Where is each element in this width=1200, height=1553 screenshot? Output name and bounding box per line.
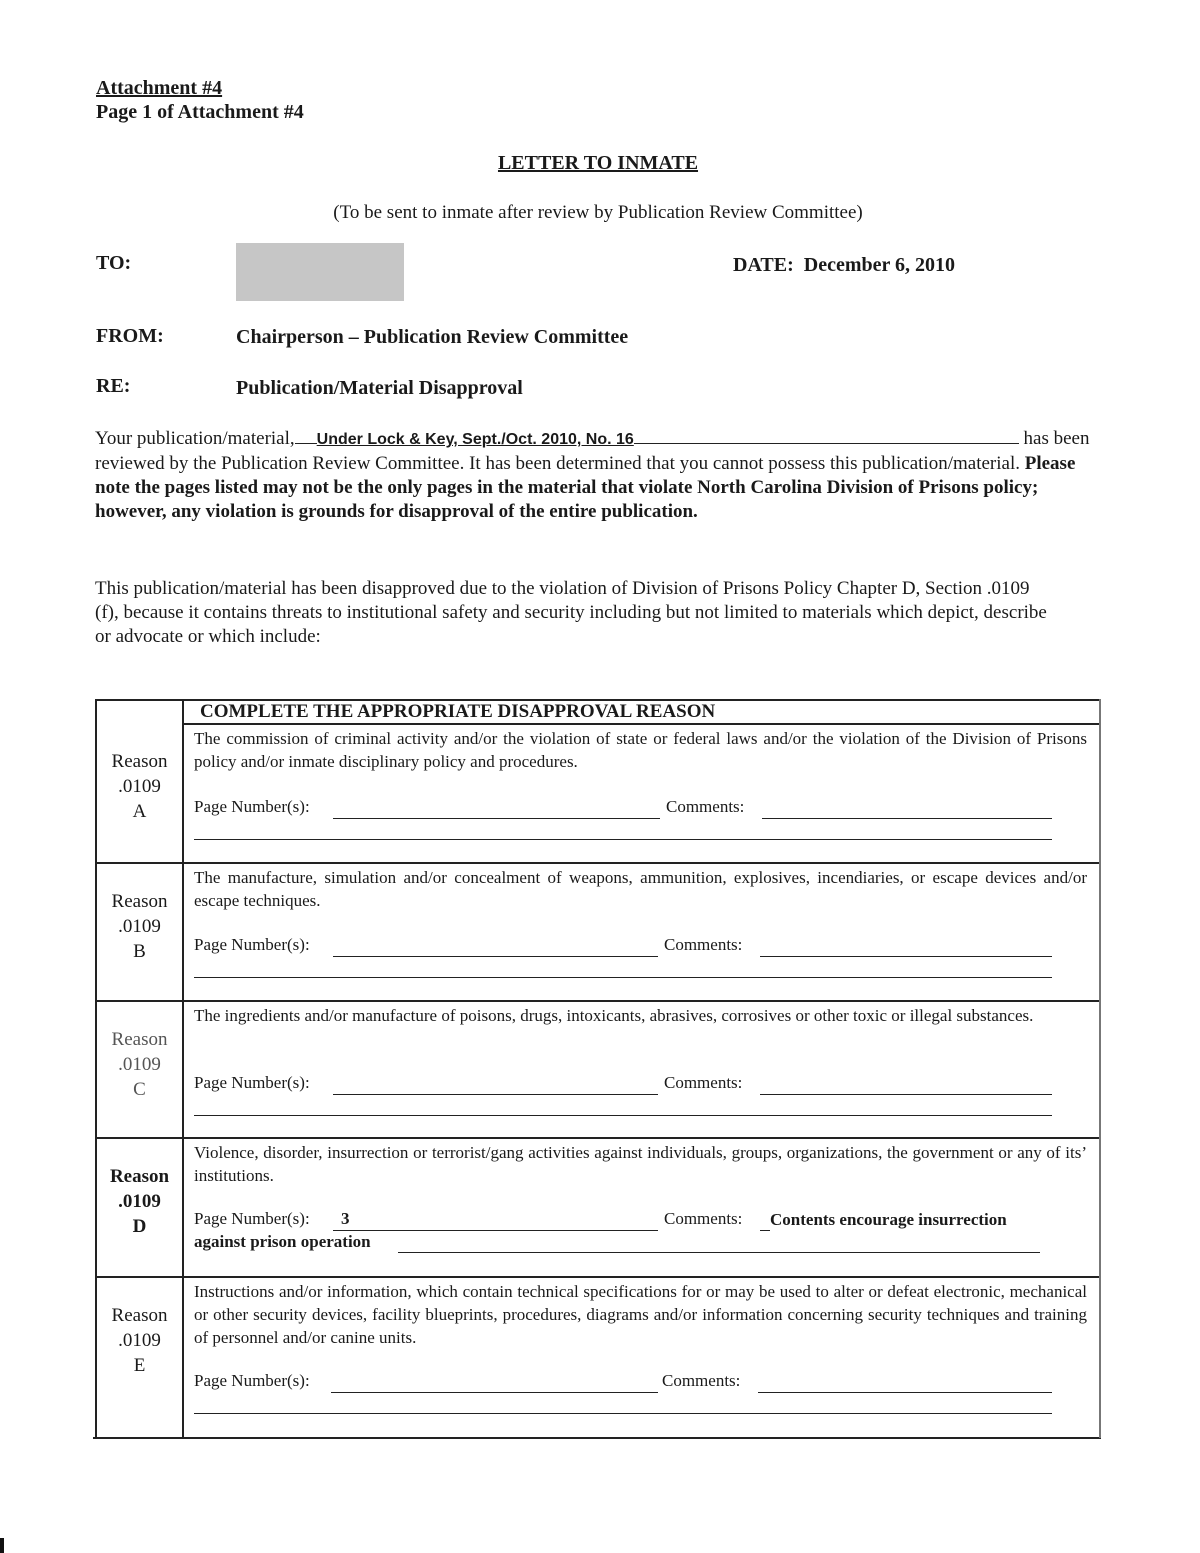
reason-a-page-label: Page Number(s): (194, 797, 310, 816)
reason-word: Reason (111, 1305, 168, 1326)
from-value: Chairperson – Publication Review Committee (236, 326, 629, 348)
attachment-label: Attachment #4 (96, 77, 223, 99)
reason-b-text: The manufacture, simulation and/or concealment of weapons, ammunition, explosives, incendiaries, or escape devices and/or escape techniques. (194, 868, 1087, 910)
table-header: COMPLETE THE APPROPRIATE DISAPPROVAL REASON (200, 701, 716, 722)
publication-policy-note: Please note the pages listed may not be the only pages in the material that violate North Carolina Division of Prisons policy; however, any violation is grounds for disapproval of the entire publication. (95, 453, 1076, 522)
reason-b-page-input[interactable] (333, 956, 658, 957)
date-line (733, 254, 955, 277)
reason-c-page-label: Page Number(s): (194, 1073, 310, 1092)
reason-word: Reason (109, 1166, 170, 1187)
reason-b-comments-input[interactable] (760, 956, 1052, 957)
reason-c-comments-label: Comments: (664, 1073, 743, 1092)
reason-d-page-label: Page Number(s): (194, 1209, 310, 1228)
reason-b-comments-label: Comments: (664, 935, 743, 954)
paragraph-violation: This publication/material has been disapproved due to the violation of Division of Prisons Policy Chapter D, Section .0109 (f), because it contains threats to institutional safety and security including but not limited to materials which depict, describe or advocate or which include: (95, 578, 1047, 647)
reason-d-text: Violence, disorder, insurrection or terrorist/gang activities against individuals, groups, organizations, the government or any of its’ institutions. (194, 1143, 1087, 1185)
letter-title: LETTER TO INMATE (497, 152, 699, 174)
reason-a-text: The commission of criminal activity and/or the violation of state or federal laws and/or the violation of the Division of Prisons policy and/or inmate disciplinary policy and procedures. (194, 729, 1087, 771)
reason-e-text: Instructions and/or information, which contain technical specifications for or may be used to alter or defeat electronic, mechanical or other security devices, facility blueprints, procedures, diagrams and/or information concerning security techniques and training of personnel and/or canine units. (194, 1282, 1087, 1347)
re-label: RE: (96, 375, 131, 397)
paragraph-publication (95, 427, 1095, 524)
reason-letter: C (133, 1079, 146, 1100)
reason-d-label (96, 1164, 183, 1239)
reason-letter: B (133, 941, 146, 962)
reason-e-label (96, 1303, 183, 1378)
reason-e-page-label: Page Number(s): (194, 1371, 310, 1390)
reason-a-page-input[interactable] (333, 818, 660, 819)
redacted-recipient (236, 243, 404, 301)
reason-word: Reason (111, 1029, 168, 1050)
reason-c-comments-input[interactable] (760, 1094, 1052, 1095)
reason-d-page-input[interactable] (333, 1230, 658, 1231)
reason-code: .0109 (118, 1330, 161, 1351)
reason-a-comments-line-2[interactable] (194, 839, 1052, 840)
reason-e-comments-line-2[interactable] (194, 1413, 1052, 1414)
reason-code: .0109 (118, 916, 161, 937)
reason-code: .0109 (118, 1191, 161, 1212)
reason-letter: E (133, 1355, 146, 1376)
scan-edge-mark (0, 1538, 4, 1553)
reason-d-comment-continued: against prison operation (194, 1232, 371, 1251)
table-header-divider (184, 723, 1101, 725)
attachment-page-label: Page 1 of Attachment #4 (96, 101, 304, 123)
reason-letter: D (132, 1216, 147, 1237)
reason-d-comments-line-2[interactable] (398, 1252, 1040, 1253)
reason-b-comments-line-2[interactable] (194, 977, 1052, 978)
reason-a-label (96, 749, 183, 824)
reason-word: Reason (111, 891, 168, 912)
table-row-divider (95, 862, 1101, 864)
publication-lead: Your publication/material, (95, 428, 295, 449)
reason-b-label (96, 889, 183, 964)
date-label: DATE: (733, 254, 794, 276)
reason-d-comments-input[interactable] (760, 1230, 770, 1231)
reason-letter: A (132, 801, 147, 822)
date-value: December 6, 2010 (803, 254, 955, 276)
table-row-divider (95, 1137, 1101, 1139)
table-row-divider (95, 1000, 1101, 1002)
publication-review-text: has been reviewed by the Publication Review Committee. It has been determined that you cannot possess this publication/material. (95, 428, 1090, 474)
reason-e-comments-input[interactable] (758, 1392, 1052, 1393)
reason-e-page-input[interactable] (331, 1392, 658, 1393)
re-value: Publication/Material Disapproval (236, 377, 523, 399)
reason-code: .0109 (118, 1054, 161, 1075)
publication-underline-lead (295, 443, 317, 444)
reason-c-comments-line-2[interactable] (194, 1115, 1052, 1116)
reason-d-page-value: 3 (341, 1209, 350, 1228)
publication-underline-tail (634, 443, 1019, 444)
reason-d-comments-label: Comments: (664, 1209, 743, 1228)
publication-title: Under Lock & Key, Sept./Oct. 2010, No. 16 (316, 431, 634, 448)
reason-d-comment-value: Contents encourage insurrection (770, 1210, 1007, 1229)
reason-e-comments-label: Comments: (662, 1371, 741, 1390)
to-label: TO: (96, 252, 132, 274)
reason-code: .0109 (118, 776, 161, 797)
reason-word: Reason (111, 751, 168, 772)
reason-b-page-label: Page Number(s): (194, 935, 310, 954)
table-border-right (1099, 699, 1101, 1438)
reason-a-comments-label: Comments: (666, 797, 745, 816)
from-label: FROM: (96, 325, 164, 347)
reason-c-label (96, 1027, 183, 1102)
letter-subtitle: (To be sent to inmate after review by Publication Review Committee) (333, 202, 863, 223)
table-border-bottom (93, 1437, 1101, 1439)
table-row-divider (95, 1276, 1101, 1278)
reason-c-page-input[interactable] (333, 1094, 658, 1095)
reason-c-text: The ingredients and/or manufacture of poisons, drugs, intoxicants, abrasives, corrosives or other toxic or illegal substances. (194, 1006, 1034, 1025)
reason-a-comments-input[interactable] (762, 818, 1052, 819)
